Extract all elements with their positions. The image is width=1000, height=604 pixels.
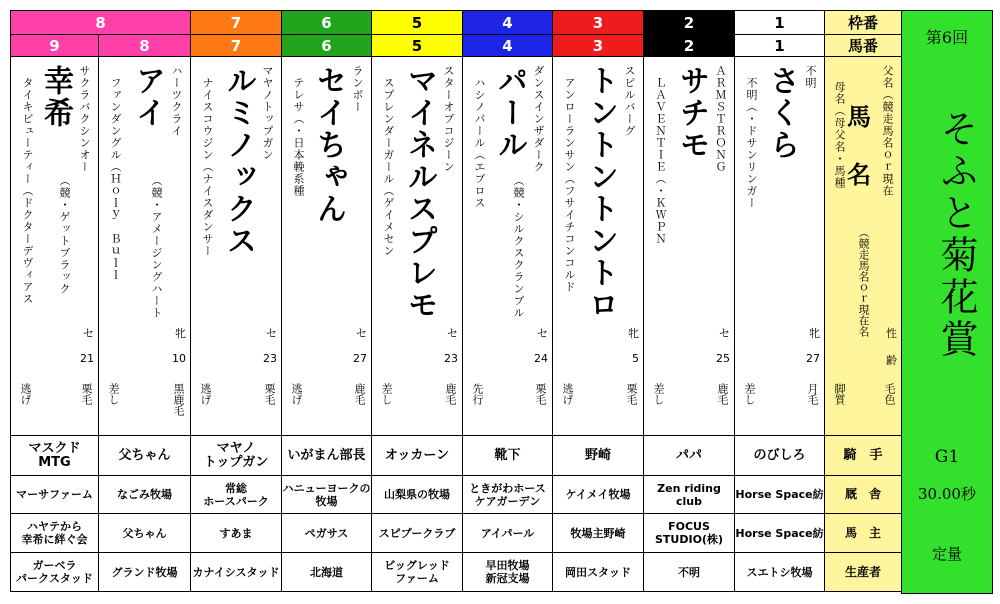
stable-cell: ハニューヨークの 牧場 bbox=[282, 476, 372, 514]
coat-color: 栗毛 bbox=[80, 383, 93, 405]
jockey-cell: 野崎 bbox=[553, 436, 644, 476]
sex-value: 牝 bbox=[628, 327, 639, 340]
horse-name: セイちゃん bbox=[311, 65, 346, 225]
waku-cell-1: 1 bbox=[735, 11, 825, 35]
breeder-cell: 不明 bbox=[644, 553, 735, 592]
uma-cell: 3 bbox=[553, 35, 644, 57]
horse-name: マイネルスプレモ bbox=[402, 65, 437, 321]
age-value: 27 bbox=[353, 352, 367, 365]
jockey-row bbox=[11, 436, 902, 476]
coat-color: 栗毛 bbox=[534, 383, 547, 405]
race-card bbox=[10, 10, 993, 594]
sire-name: スピルバーグ bbox=[623, 65, 636, 137]
coat-color: 鹿毛 bbox=[716, 383, 729, 405]
waku-cell-4: 4 bbox=[463, 11, 553, 35]
sex-value: セ bbox=[537, 327, 548, 340]
stable-cell: 山梨県の牧場 bbox=[372, 476, 463, 514]
dam-name: テレサ（・日本輓系種 bbox=[292, 77, 305, 197]
horse-name: アイ bbox=[130, 65, 165, 129]
owner-header: 馬 主 bbox=[825, 514, 902, 553]
running-style: 逃げ bbox=[19, 383, 32, 405]
breeder-header: 生産者 bbox=[825, 553, 902, 592]
stable-cell: Zen riding club bbox=[644, 476, 735, 514]
horse-note: （競・シルクスクランブル bbox=[512, 175, 525, 319]
race-name: そふと菊花賞 bbox=[934, 109, 978, 361]
horse-name: パール bbox=[492, 65, 527, 161]
entry-table bbox=[10, 10, 902, 592]
coat-color: 栗毛 bbox=[263, 383, 276, 405]
dam-name: ナイスコウジン（ナイスダンサー bbox=[201, 77, 214, 257]
horse-name-row bbox=[11, 57, 902, 436]
breeder-cell: ビッグレッド ファーム bbox=[372, 553, 463, 592]
uma-cell: 6 bbox=[282, 35, 372, 57]
sex-value: 牝 bbox=[809, 327, 820, 340]
sire-name: マヤノトップガン bbox=[261, 65, 274, 161]
waku-cell-6: 6 bbox=[282, 11, 372, 35]
stable-row bbox=[11, 476, 902, 514]
stable-header: 厩 舎 bbox=[825, 476, 902, 514]
sex-value: セ bbox=[719, 327, 730, 340]
jockey-cell: のびしろ bbox=[735, 436, 825, 476]
jockey-header: 騎 手 bbox=[825, 436, 902, 476]
jockey-cell: マスクド MTG bbox=[11, 436, 99, 476]
race-weight-rule: 定量 bbox=[931, 545, 962, 563]
entry-column bbox=[191, 57, 282, 436]
running-style: 逃げ bbox=[199, 383, 212, 405]
stable-cell: なごみ牧場 bbox=[99, 476, 191, 514]
age-value: 10 bbox=[172, 352, 186, 365]
breeder-cell: グランド牧場 bbox=[99, 553, 191, 592]
entry-column bbox=[644, 57, 735, 436]
uma-cell: 1 bbox=[735, 35, 825, 57]
waku-cell-8: 8 bbox=[11, 11, 191, 35]
jockey-cell: マヤノ トップガン bbox=[191, 436, 282, 476]
jockey-cell: 靴下 bbox=[463, 436, 553, 476]
entry-column bbox=[553, 57, 644, 436]
waku-cell-7: 7 bbox=[191, 11, 282, 35]
entry-column bbox=[282, 57, 372, 436]
dam-name: タイキビューティー（ドクターデヴィアス bbox=[21, 77, 34, 305]
horse-name: さくら bbox=[764, 65, 799, 161]
coat-color: 黒鹿毛 bbox=[172, 383, 185, 416]
jockey-cell: オッカーン bbox=[372, 436, 463, 476]
coat-color: 月毛 bbox=[806, 383, 819, 405]
owner-cell: スピプークラブ bbox=[372, 514, 463, 553]
age-value: 27 bbox=[806, 352, 820, 365]
dam-label: 母名（母父名・馬種 bbox=[833, 81, 846, 189]
dam-name: ハシノパール（エブロス bbox=[473, 77, 486, 209]
sire-label: 父名（競走馬名ｏｒ現在 bbox=[881, 65, 894, 197]
entry-column bbox=[372, 57, 463, 436]
sex-value: 牝 bbox=[175, 327, 186, 340]
dam-name: 不明（・ドサンリンガー bbox=[745, 77, 758, 209]
sex-value: セ bbox=[356, 327, 367, 340]
coat-color: 栗毛 bbox=[625, 383, 638, 405]
stable-cell: Horse Space紡 bbox=[735, 476, 825, 514]
breeder-row bbox=[11, 553, 902, 592]
running-style: 先行 bbox=[471, 383, 484, 405]
horse-note-label: （競走馬名ｏｒ現在名 bbox=[857, 227, 870, 337]
sire-name: スターオブコジーン bbox=[442, 65, 455, 173]
waku-header: 枠番 bbox=[825, 11, 902, 35]
owner-cell: 父ちゃん bbox=[99, 514, 191, 553]
sire-name: ダンスインザダーク bbox=[532, 65, 545, 173]
age-label: 齢 bbox=[886, 354, 897, 367]
owner-cell: ハヤテから 幸希に絆ぐ会 bbox=[11, 514, 99, 553]
uma-cell: 5 bbox=[372, 35, 463, 57]
breeder-cell: 早田牧場 新冠支場 bbox=[463, 553, 553, 592]
color-label: 毛色 bbox=[883, 383, 896, 405]
waku-cell-2: 2 bbox=[644, 11, 735, 35]
horse-name: サチモ bbox=[674, 65, 709, 161]
age-value: 21 bbox=[80, 352, 94, 365]
horse-label-2: 名 bbox=[847, 161, 871, 189]
running-style: 差し bbox=[107, 383, 120, 405]
dam-name: スプレンダーガール（ゲイメセン bbox=[382, 77, 395, 257]
age-value: 24 bbox=[534, 352, 548, 365]
owner-row bbox=[11, 514, 902, 553]
breeder-cell: スエトシ牧場 bbox=[735, 553, 825, 592]
waku-cell-3: 3 bbox=[553, 11, 644, 35]
horse-name: 幸希 bbox=[38, 65, 73, 129]
age-value: 23 bbox=[444, 352, 458, 365]
owner-cell: FOCUS STUDIO(株) bbox=[644, 514, 735, 553]
stable-cell: 常総 ホースパーク bbox=[191, 476, 282, 514]
entry-column bbox=[735, 57, 825, 436]
owner-cell: Horse Space紡 bbox=[735, 514, 825, 553]
sire-name: サクラバクシンオー bbox=[78, 65, 91, 173]
owner-cell: すあま bbox=[191, 514, 282, 553]
sex-label: 性 bbox=[886, 327, 897, 340]
horse-note: （競・アメージングハート bbox=[150, 175, 163, 319]
age-value: 5 bbox=[632, 352, 639, 365]
uma-cell: 9 bbox=[11, 35, 99, 57]
uma-row bbox=[11, 35, 902, 57]
dam-name: ファンダングル（Ｈｏｌｙ Ｂｕｌｌ bbox=[109, 77, 122, 281]
sex-value: セ bbox=[266, 327, 277, 340]
sire-name: ランボー bbox=[351, 65, 364, 113]
race-info-panel bbox=[901, 10, 993, 594]
running-style: 差し bbox=[652, 383, 665, 405]
jockey-cell: 父ちゃん bbox=[99, 436, 191, 476]
entry-column bbox=[11, 57, 99, 436]
jockey-cell: パパ bbox=[644, 436, 735, 476]
horse-name: トントントントロ bbox=[583, 65, 618, 321]
breeder-cell: 北海道 bbox=[282, 553, 372, 592]
dam-name: ＬＡＶＥＮＴＩＥ（・ＫＷＰＮ bbox=[654, 77, 667, 245]
sire-name: 不明 bbox=[804, 65, 817, 89]
running-style: 差し bbox=[743, 383, 756, 405]
horse-note: （競・ゲットブラック bbox=[58, 175, 71, 295]
running-style: 差し bbox=[380, 383, 393, 405]
horse-name: ルミノックス bbox=[221, 65, 256, 257]
stable-cell: ときがわホース ケアガーデン bbox=[463, 476, 553, 514]
age-value: 25 bbox=[716, 352, 730, 365]
sex-value: セ bbox=[447, 327, 458, 340]
entry-column bbox=[463, 57, 553, 436]
running-style: 逃げ bbox=[561, 383, 574, 405]
uma-header: 馬番 bbox=[825, 35, 902, 57]
sex-value: セ bbox=[83, 327, 94, 340]
jockey-cell: いがまん部長 bbox=[282, 436, 372, 476]
age-value: 23 bbox=[263, 352, 277, 365]
breeder-cell: 岡田スタッド bbox=[553, 553, 644, 592]
race-number: 第6回 bbox=[925, 28, 969, 47]
uma-cell: 2 bbox=[644, 35, 735, 57]
entry-column bbox=[99, 57, 191, 436]
breeder-cell: カナイシスタッド bbox=[191, 553, 282, 592]
race-grade: G1 bbox=[934, 447, 960, 467]
horse-label-1: 馬 bbox=[847, 103, 871, 131]
breeder-cell: ガーベラ パークスタッド bbox=[11, 553, 99, 592]
uma-cell: 4 bbox=[463, 35, 553, 57]
uma-cell: 8 bbox=[99, 35, 191, 57]
race-time: 30.00秒 bbox=[918, 485, 976, 503]
stable-cell: マーサファーム bbox=[11, 476, 99, 514]
uma-cell: 7 bbox=[191, 35, 282, 57]
owner-cell: 牧場主野崎 bbox=[553, 514, 644, 553]
waku-row bbox=[11, 11, 902, 35]
stable-cell: ケイメイ牧場 bbox=[553, 476, 644, 514]
coat-color: 鹿毛 bbox=[444, 383, 457, 405]
style-label: 脚質 bbox=[833, 383, 846, 405]
owner-cell: アイパール bbox=[463, 514, 553, 553]
running-style: 逃げ bbox=[290, 383, 303, 405]
sire-name: ハーツクライ bbox=[170, 65, 183, 137]
waku-cell-5: 5 bbox=[372, 11, 463, 35]
owner-cell: ペガサス bbox=[282, 514, 372, 553]
dam-name: アンローランサン（フサイチコンコルド bbox=[563, 77, 576, 293]
sire-name: ＡＲＭＳＴＲＯＮＧ bbox=[714, 65, 727, 173]
header-column bbox=[825, 57, 902, 436]
coat-color: 鹿毛 bbox=[353, 383, 366, 405]
